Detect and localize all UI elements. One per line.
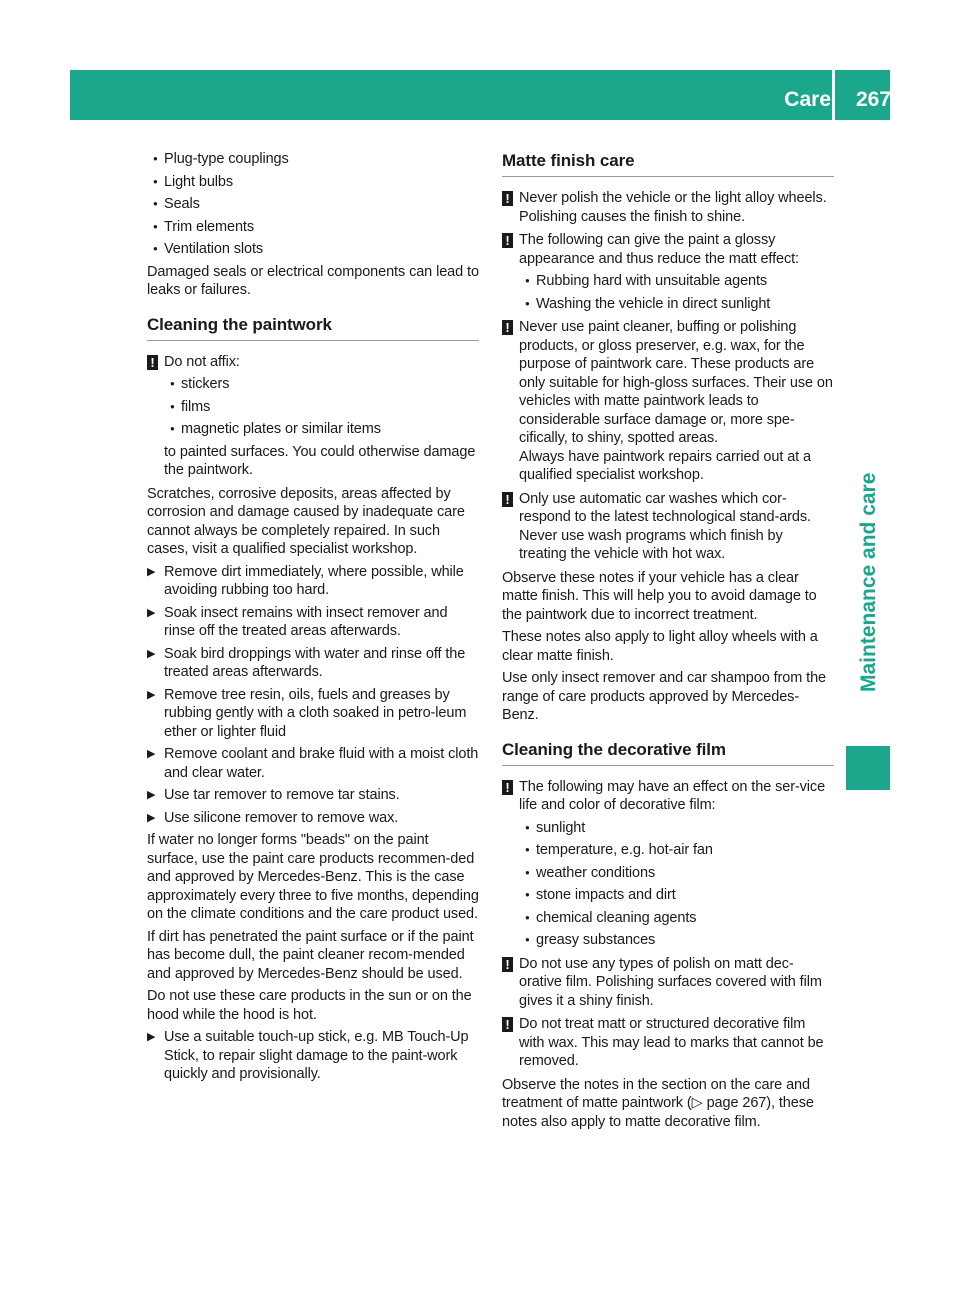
list-item: ● stickers: [164, 375, 479, 394]
warning-note: [502, 231, 834, 313]
list-item: ● Seals: [147, 195, 479, 214]
instruction-step: [147, 1028, 479, 1084]
warning-note: [502, 1015, 834, 1071]
warning-text: The following may have an effect on the ser-vice life and color of decorative film:: [519, 778, 826, 813]
arrow-icon: ▶: [147, 688, 156, 701]
list-item: ● sunlight: [519, 819, 834, 838]
paragraph: Use only insect remover and car shampoo from the range of care products approved by Mercedes-Benz.: [502, 670, 827, 723]
warning-text: Never polish the vehicle or the light alloy wheels. Polishing causes the finish to shine.: [519, 190, 827, 225]
list-item: ● Trim elements: [147, 218, 479, 237]
step-text: Use tar remover to remove tar stains.: [164, 787, 400, 803]
warning-note: [147, 353, 479, 480]
right-column: [502, 150, 834, 1135]
section-heading-decorative-film: Cleaning the decorative film: [502, 739, 834, 766]
step-text: Use a suitable touch-up stick, e.g. MB Touch-Up Stick, to repair slight damage to the paint-work quickly and provisionally.: [164, 1029, 469, 1082]
warning-text: Always have paintwork repairs carried out at a qualified specialist workshop.: [519, 448, 811, 483]
instruction-step: [147, 686, 479, 742]
paragraph: If dirt has penetrated the paint surface or if the paint has become dull, the paint cleaner recom-mended and approved by Mercedes-Benz should be used.: [147, 928, 474, 982]
arrow-icon: ▶: [147, 647, 156, 660]
step-text: Remove tree resin, oils, fuels and greases by rubbing gently with a cloth soaked in petro-leum ether or lighter fluid: [164, 686, 467, 740]
instruction-step: [147, 745, 479, 782]
warning-icon: !: [502, 492, 513, 507]
warning-note: [502, 778, 834, 950]
arrow-icon: ▶: [147, 565, 156, 578]
list-item: ● stone impacts and dirt: [519, 886, 834, 905]
header-bar: [70, 70, 890, 120]
warning-icon: !: [502, 320, 513, 335]
page-number: 267: [855, 88, 891, 111]
step-text: Soak insect remains with insect remover and rinse off the treated areas afterwards.: [164, 604, 448, 639]
paragraph: Do not use these care products in the sun or on the hood while the hood is hot.: [147, 988, 472, 1023]
list-item: ● films: [164, 398, 479, 417]
warning-icon: !: [502, 191, 513, 206]
paragraph: Observe the notes in the section on the care and treatment of matte paintwork (▷ page 267), these notes also apply to matte decorative film.: [502, 1076, 814, 1130]
warning-note: [502, 189, 834, 226]
warning-icon: !: [502, 957, 513, 972]
arrow-icon: ▶: [147, 1031, 156, 1043]
list-item: ● Light bulbs: [147, 173, 479, 192]
instruction-step: [147, 645, 479, 682]
warning-note: [502, 318, 834, 485]
paragraph: If water no longer forms "beads" on the paint surface, use the paint care products recommen-ded and approved by Mercedes-Benz. This is the case approximately every three to five months, depending on the climate conditions and the care product used.: [147, 832, 479, 922]
list-item: ● Ventilation slots: [147, 240, 479, 259]
warning-icon: !: [502, 780, 513, 795]
section-heading-matte-finish: Matte finish care: [502, 150, 834, 177]
arrow-icon: ▶: [147, 748, 156, 760]
paragraph: Scratches, corrosive deposits, areas affected by corrosion and damage caused by inadequate care cannot always be completely repaired. In such cases, visit a qualified specialist workshop.: [147, 485, 465, 557]
instruction-step: [147, 786, 479, 805]
warning-icon: !: [147, 355, 158, 370]
paragraph: Observe these notes if your vehicle has a clear matte finish. This will help you to avoid damage to the paintwork due to incorrect treatment.: [502, 569, 817, 623]
paragraph: These notes also apply to light alloy wheels with a clear matte finish.: [502, 629, 818, 664]
warning-note: [502, 490, 834, 564]
arrow-icon: ▶: [147, 811, 156, 824]
list-item: ● greasy substances: [519, 931, 834, 950]
list-item: ● Rubbing hard with unsuitable agents: [519, 272, 834, 291]
warning-text: Do not treat matt or structured decorative film with wax. This may lead to marks that cannot be removed.: [519, 1016, 824, 1069]
instruction-step: [147, 809, 479, 828]
instruction-step: [147, 604, 479, 641]
warning-note: [502, 955, 834, 1011]
list-item: ● temperature, e.g. hot-air fan: [519, 841, 834, 860]
step-text: Use silicone remover to remove wax.: [164, 809, 399, 826]
side-tab-marker: [846, 746, 890, 790]
warning-text: Do not affix:: [164, 353, 240, 370]
step-text: Remove dirt immediately, where possible, while avoiding rubbing too hard.: [164, 563, 464, 598]
step-text: Soak bird droppings with water and rinse off the treated areas afterwards.: [164, 645, 466, 680]
arrow-icon: ▶: [147, 789, 156, 801]
section-title: Care: [784, 88, 831, 111]
list-item: ● Washing the vehicle in direct sunlight: [519, 295, 834, 314]
warning-text: Never use paint cleaner, buffing or polishing products, or gloss preserver, e.g. wax, for the purpose of paintwork care. These products are only suitable for high-gloss surfaces. Their use on vehicles with matte paintwork leads to considerable surface damage or, more spe-cifically, to shiny, spotted areas.: [519, 319, 833, 446]
instruction-step: [147, 563, 479, 600]
left-column: [147, 150, 479, 1088]
list-item: ● weather conditions: [519, 864, 834, 883]
list-item: ● Plug-type couplings: [147, 150, 479, 169]
list-item: ● magnetic plates or similar items: [164, 420, 479, 439]
section-heading-paintwork: Cleaning the paintwork: [147, 314, 479, 341]
step-text: Remove coolant and brake fluid with a moist cloth and clear water.: [164, 746, 479, 781]
paragraph: Damaged seals or electrical components can lead to leaks or failures.: [147, 263, 479, 298]
list-item: ● chemical cleaning agents: [519, 909, 834, 928]
warning-text: to painted surfaces. You could otherwise damage the paintwork.: [164, 443, 476, 478]
arrow-icon: ▶: [147, 606, 156, 619]
warning-icon: !: [502, 1017, 513, 1032]
side-tab-label: Maintenance and care: [857, 472, 880, 692]
warning-icon: !: [502, 233, 513, 248]
warning-text: Do not use any types of polish on matt dec-orative film. Polishing surfaces covered with film gives it a shiny finish.: [519, 955, 822, 1009]
header-divider: [832, 70, 835, 120]
warning-text: Only use automatic car washes which cor-respond to the latest technological stand-ards. Never use wash programs which finish by treating the vehicle with hot wax.: [519, 490, 811, 562]
warning-text: The following can give the paint a glossy appearance and thus reduce the matt effect:: [519, 232, 799, 267]
